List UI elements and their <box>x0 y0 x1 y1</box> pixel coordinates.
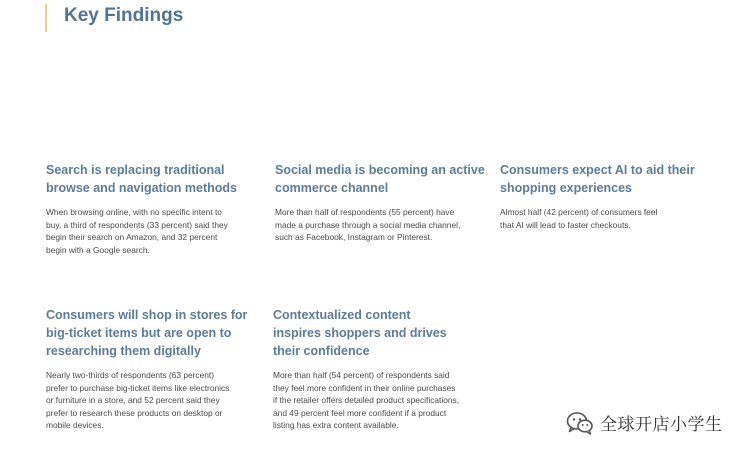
finding-social-media <box>275 161 490 244</box>
title-accent-bar <box>45 4 47 32</box>
finding-heading: Search is replacing traditional browse and navigation methods <box>46 163 237 195</box>
finding-body: Nearly two-thirds of respondents (63 percent) prefer to purchase big-ticket items like electronics or furniture in a store, and 52 percent said they prefer to research these products on desktop or mobile devices. <box>46 370 230 431</box>
watermark <box>566 410 723 435</box>
page-title: Key Findings <box>64 5 184 26</box>
wechat-icon <box>566 411 594 435</box>
finding-stores <box>46 306 261 432</box>
finding-ai <box>500 161 715 231</box>
finding-body: When browsing online, with no specific intent to buy, a third of respondents (33 percent) said they begin their search on Amazon, and 32 percent begin with a Google search. <box>46 207 228 255</box>
finding-body: More than half of respondents (55 percent) have made a purchase through a social media channel, such as Facebook, Instagram or Pinterest. <box>275 207 461 243</box>
finding-heading: Social media is becoming an active commerce channel <box>275 163 485 195</box>
finding-body: More than half (54 percent) of respondents said they feel more confident in their online purchases if the retailer offers detailed product specifications, and 49 percent feel more confident if a product listing has extra content available. <box>273 370 460 431</box>
finding-heading: Contextualized content inspires shoppers and drives their confidence <box>273 308 447 358</box>
finding-body: Almost half (42 percent) of consumers feel that AI will lead to faster checkouts. <box>500 207 658 230</box>
finding-heading: Consumers expect AI to aid their shopping experiences <box>500 163 695 195</box>
finding-content <box>273 306 488 432</box>
finding-search <box>46 161 261 256</box>
watermark-text: 全球开店小学生 <box>600 415 723 435</box>
finding-heading: Consumers will shop in stores for big-ticket items but are open to researching them digitally <box>46 308 248 358</box>
